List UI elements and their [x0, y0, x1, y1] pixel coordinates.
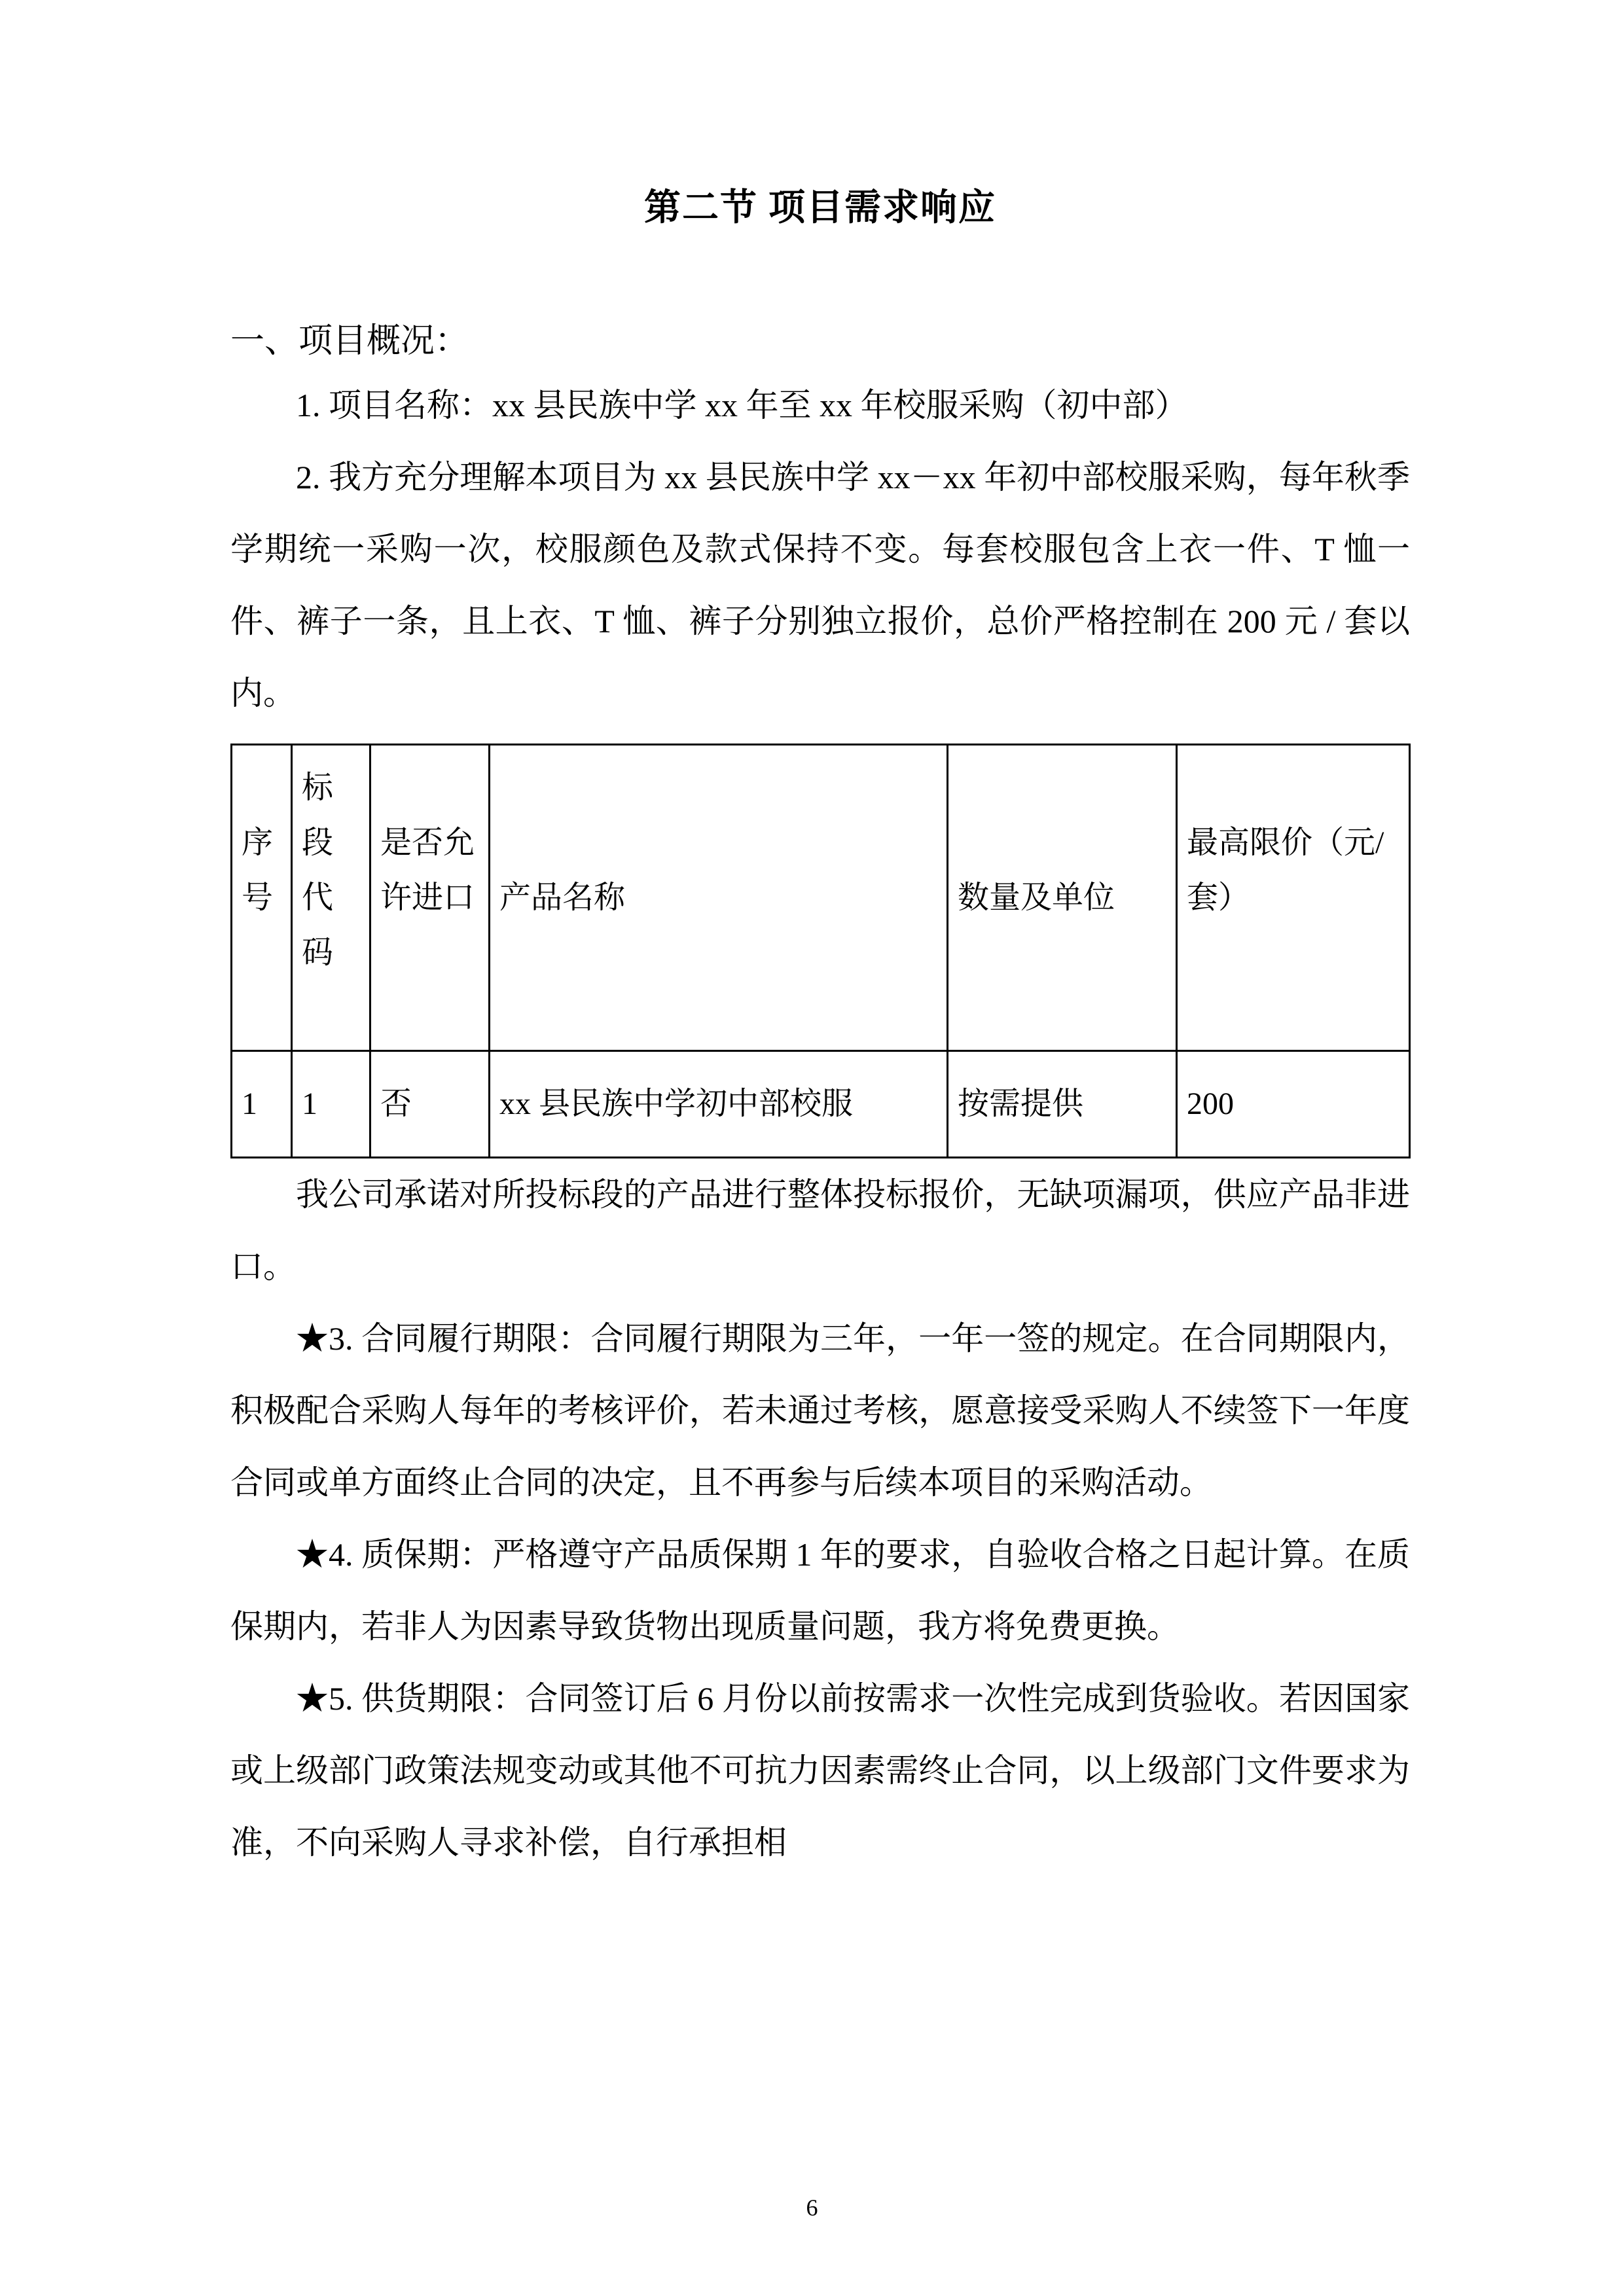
table-header-seq: 序号 — [232, 745, 292, 1051]
table-header-row — [232, 745, 1410, 1051]
table-header-lot-code: 标段代码 — [292, 745, 370, 1051]
cell-max-price: 200 — [1177, 1051, 1410, 1158]
paragraph-project-name: 1. 项目名称：xx 县民族中学 xx 年至 xx 年校服采购（初中部） — [296, 387, 1188, 423]
table-header-quantity-unit: 数量及单位 — [948, 745, 1177, 1051]
cell-lot-code: 1 — [292, 1051, 370, 1158]
cell-seq: 1 — [232, 1051, 292, 1158]
section-heading-overview: 一、项目概况： — [230, 323, 469, 360]
table-header-import-allowed: 是否允许进口 — [370, 745, 490, 1051]
paragraph-bid-commitment: 我公司承诺对所投标段的产品进行整体投标报价，无缺项漏项，供应产品非进口。 — [230, 1176, 1410, 1285]
cell-quantity-unit: 按需提供 — [948, 1051, 1177, 1158]
cell-import-allowed: 否 — [370, 1051, 490, 1158]
page-title: 第二节 项目需求响应 — [644, 188, 996, 228]
table-header-product-name: 产品名称 — [490, 745, 948, 1051]
paragraph-delivery-period: ★5. 供货期限：合同签订后 6 月份以前按需求一次性完成到货验收。若因国家或上级部门政策法规变动或其他不可抗力因素需终止合同，以上级部门文件要求为准，不向采购人寻求补偿，自行承担相 — [230, 1680, 1410, 1861]
paragraph-warranty-period: ★4. 质保期：严格遵守产品质保期 1 年的要求，自验收合格之日起计算。在质保期内，若非人为因素导致货物出现质量问题，我方将免费更换。 — [230, 1536, 1410, 1645]
requirements-table — [230, 744, 1411, 1158]
table-row — [232, 1051, 1410, 1158]
table-header-max-price: 最高限价（元/套） — [1177, 745, 1410, 1051]
paragraph-project-understanding: 2. 我方充分理解本项目为 xx 县民族中学 xx－xx 年初中部校服采购，每年秋季学期统一采购一次，校服颜色及款式保持不变。每套校服包含上衣一件、T 恤一件、裤子一条，且上衣、T 恤、裤子分别独立报价，总价严格控制在 200 元 / 套以内。 — [230, 459, 1410, 711]
paragraph-contract-term: ★3. 合同履行期限：合同履行期限为三年，一年一签的规定。在合同期限内，积极配合采购人每年的考核评价，若未通过考核，愿意接受采购人不续签下一年度合同或单方面终止合同的决定，且不再参与后续本项目的采购活动。 — [230, 1320, 1410, 1501]
page-number: 6 — [806, 2195, 818, 2221]
document-content — [230, 0, 1410, 1878]
cell-product-name: xx 县民族中学初中部校服 — [490, 1051, 948, 1158]
